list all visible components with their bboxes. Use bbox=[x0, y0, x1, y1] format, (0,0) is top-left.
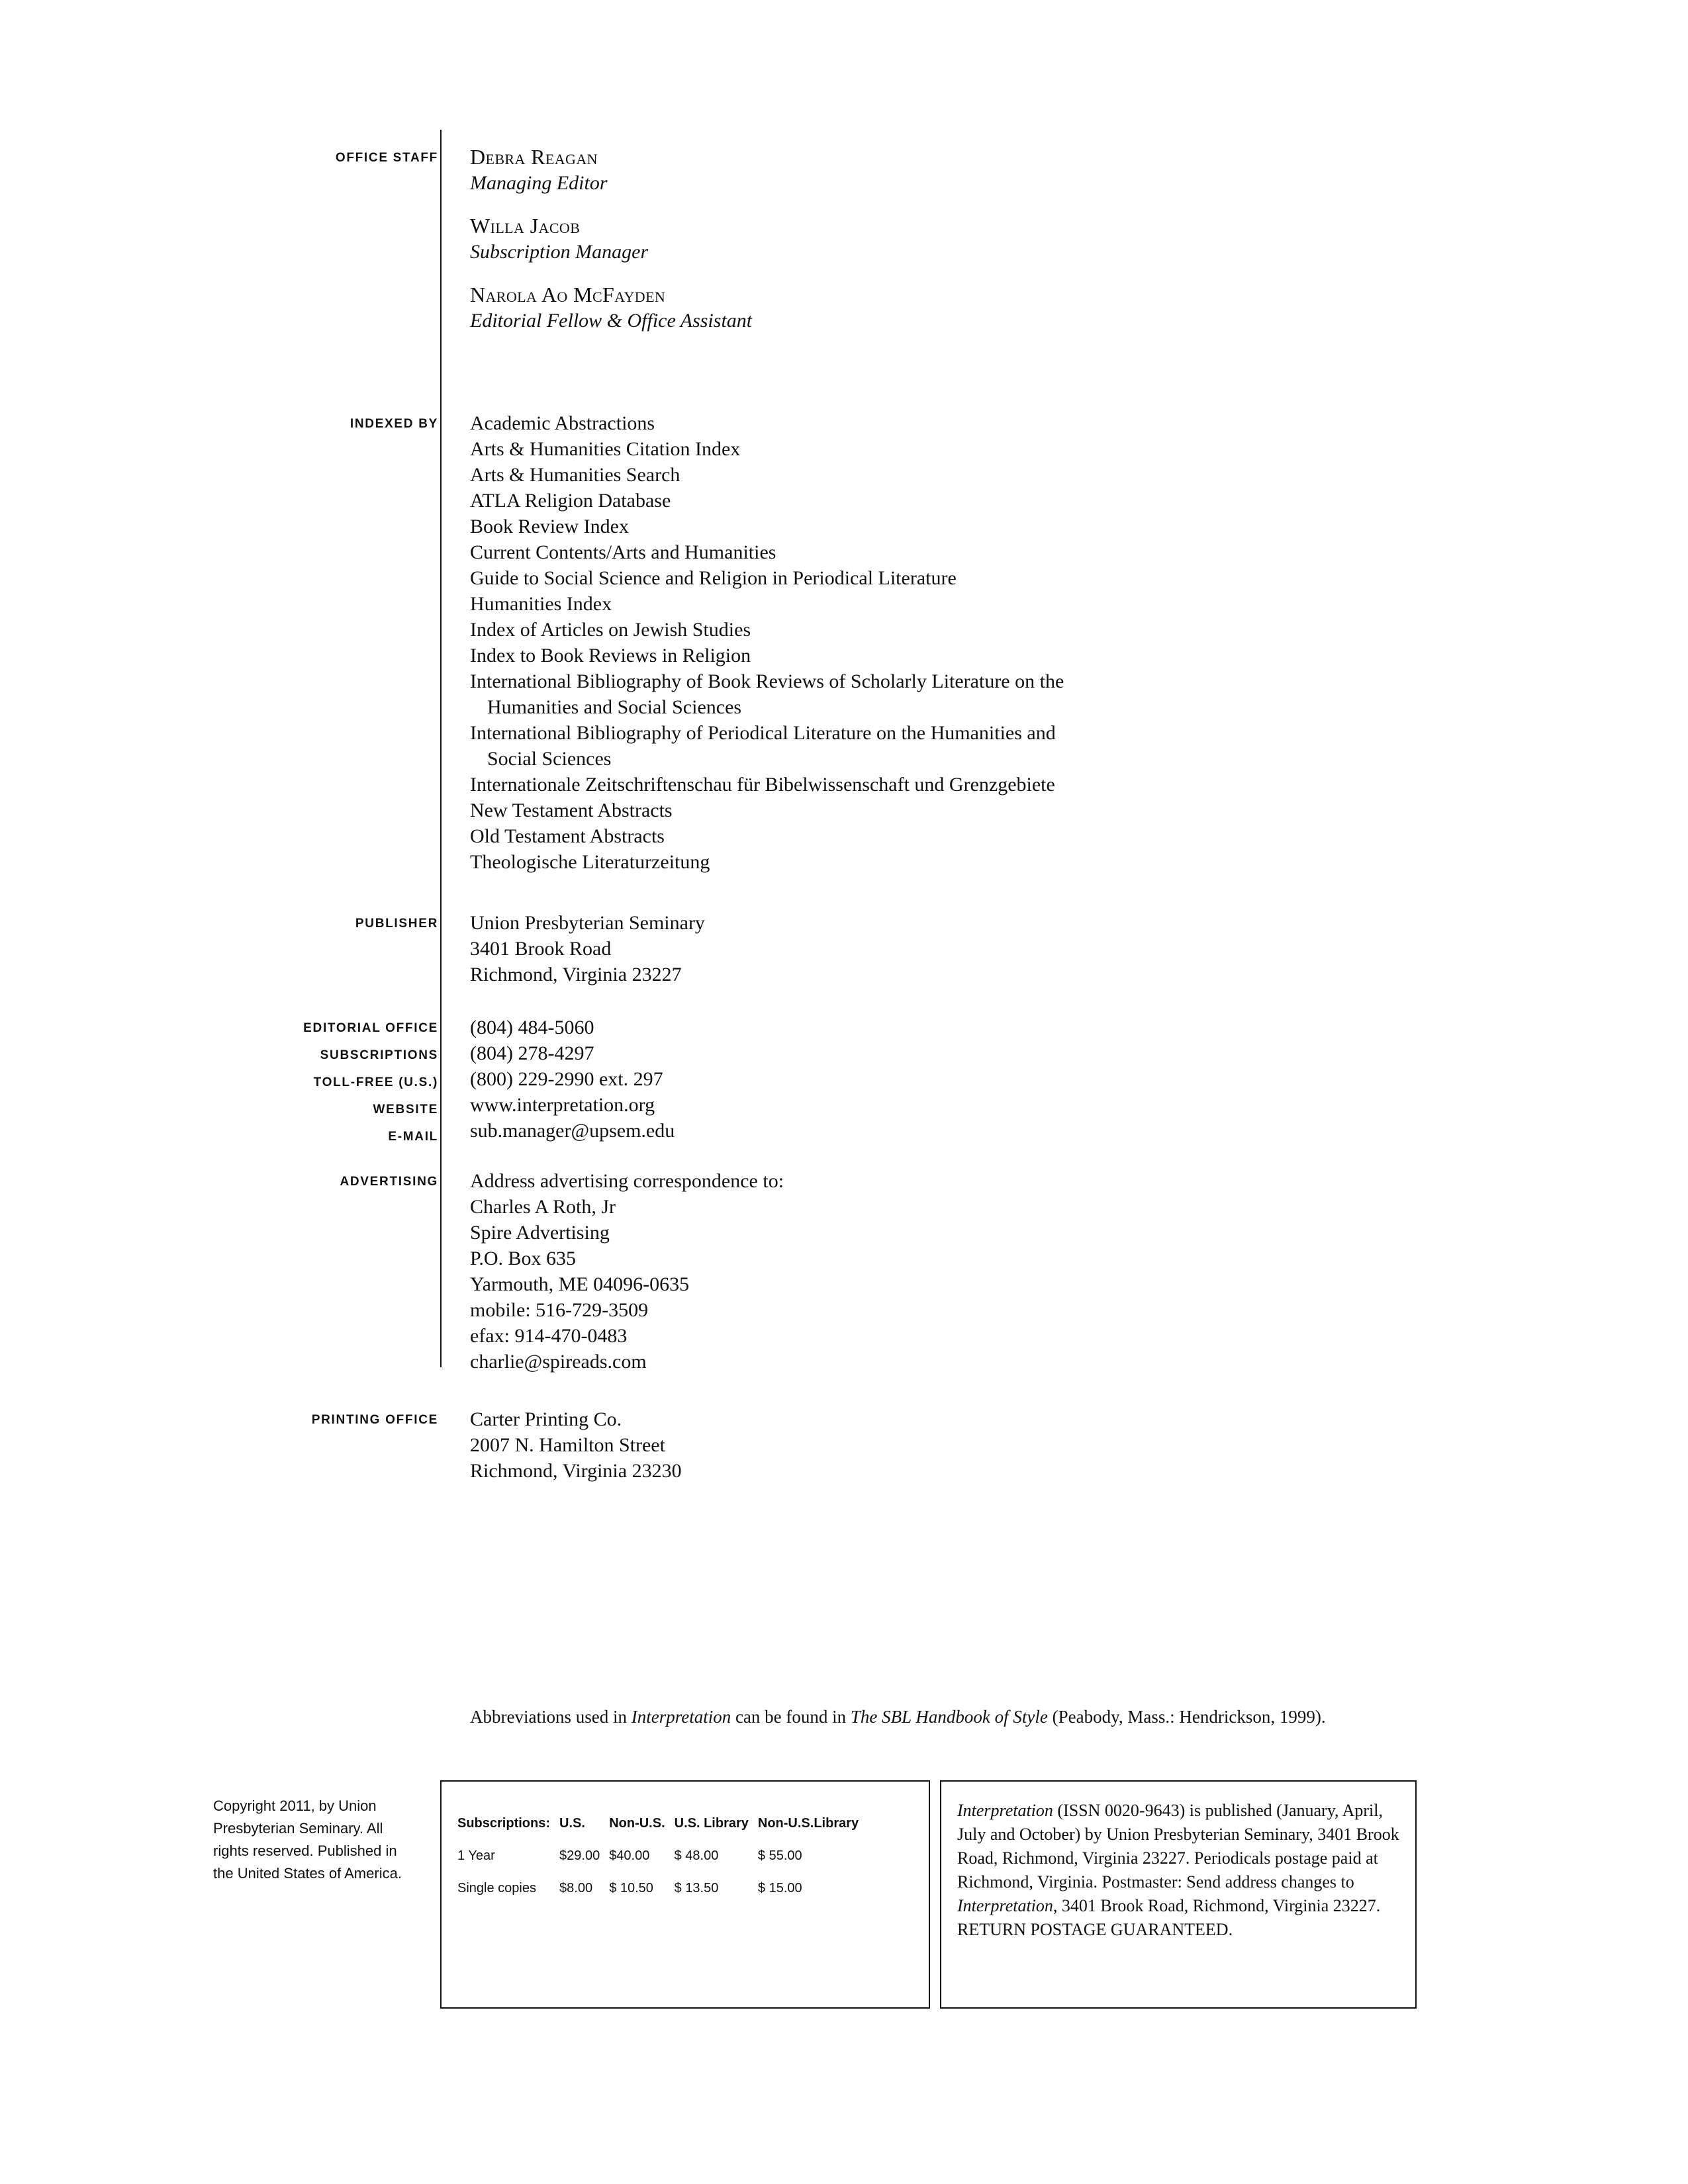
abbrev-handbook-title: The SBL Handbook of Style bbox=[850, 1707, 1048, 1727]
price-single-us: $8.00 bbox=[559, 1881, 593, 1895]
abbrev-journal-title: Interpretation bbox=[631, 1707, 731, 1727]
advertising-email[interactable]: charlie@spireads.com bbox=[470, 1351, 647, 1373]
advertising-line: Charles A Roth, Jr bbox=[470, 1196, 616, 1218]
email-address[interactable]: sub.manager@upsem.edu bbox=[470, 1120, 675, 1142]
index-entry: Index of Articles on Jewish Studies bbox=[470, 619, 751, 641]
abbrev-text-1: Abbreviations used in bbox=[470, 1707, 632, 1727]
printing-office-line: Carter Printing Co. bbox=[470, 1408, 622, 1430]
index-entry: Internationale Zeitschriftenschau für Bibelwissenschaft und Grenzgebiete bbox=[470, 774, 1055, 796]
index-entry: Humanities and Social Sciences bbox=[487, 696, 742, 718]
index-entry: Guide to Social Science and Religion in Periodical Literature bbox=[470, 567, 957, 589]
vertical-divider-rule bbox=[440, 130, 442, 1367]
index-entry: Arts & Humanities Search bbox=[470, 464, 680, 486]
indexed-by-block bbox=[470, 410, 1417, 875]
price-1year-us: $29.00 bbox=[559, 1848, 600, 1863]
publisher-line: Union Presbyterian Seminary bbox=[470, 912, 705, 934]
printing-office-line: Richmond, Virginia 23230 bbox=[470, 1460, 682, 1482]
index-entry: Current Contents/Arts and Humanities bbox=[470, 541, 776, 563]
advertising-line: mobile: 516-729-3509 bbox=[470, 1299, 649, 1321]
advertising-block bbox=[470, 1168, 1331, 1375]
index-entry: New Testament Abstracts bbox=[470, 799, 673, 821]
index-entry: ATLA Religion Database bbox=[470, 490, 671, 512]
office-staff-block bbox=[470, 144, 1423, 334]
staff-role: Editorial Fellow & Office Assistant bbox=[470, 310, 753, 332]
advertising-line: Spire Advertising bbox=[470, 1222, 610, 1244]
label-website: WEBSITE bbox=[373, 1103, 438, 1116]
label-subscriptions: SUBSCRIPTIONS bbox=[320, 1048, 438, 1062]
printing-office-line: 2007 N. Hamilton Street bbox=[470, 1434, 665, 1456]
label-toll-free: TOLL-FREE (U.S.) bbox=[313, 1075, 438, 1089]
abbreviations-note bbox=[470, 1704, 1417, 1729]
col-header-us: U.S. bbox=[559, 1816, 585, 1831]
price-single-non-us-library: $ 15.00 bbox=[757, 1881, 802, 1895]
label-indexed-by: INDEXED BY bbox=[350, 417, 438, 431]
contacts-block bbox=[470, 1015, 1264, 1144]
staff-role: Managing Editor bbox=[470, 172, 608, 194]
subscription-rates-table bbox=[457, 1816, 868, 1913]
price-single-non-us: $ 10.50 bbox=[609, 1881, 653, 1895]
editorial-office-phone: (804) 484-5060 bbox=[470, 1017, 594, 1038]
label-publisher: PUBLISHER bbox=[355, 917, 438, 931]
index-entry: Theologische Literaturzeitung bbox=[470, 851, 710, 873]
return-postage-notice: RETURN POSTAGE GUARANTEED. bbox=[957, 1920, 1233, 1939]
advertising-line: P.O. Box 635 bbox=[470, 1248, 577, 1269]
advertising-line: Yarmouth, ME 04096-0635 bbox=[470, 1273, 690, 1295]
index-entry: Academic Abstractions bbox=[470, 412, 655, 434]
price-1year-non-us-library: $ 55.00 bbox=[757, 1848, 802, 1863]
col-header-us-library: U.S. Library bbox=[674, 1816, 749, 1831]
staff-name: Willa Jacob bbox=[470, 214, 581, 238]
abbrev-text-3: (Peabody, Mass.: Hendrickson, 1999). bbox=[1047, 1707, 1326, 1727]
advertising-line: efax: 914-470-0483 bbox=[470, 1325, 628, 1347]
index-entry: Index to Book Reviews in Religion bbox=[470, 645, 751, 666]
publisher-block bbox=[470, 910, 1264, 987]
label-email: E-MAIL bbox=[388, 1130, 438, 1144]
label-printing-office: PRINTING OFFICE bbox=[311, 1413, 438, 1427]
issn-text-2: , 3401 Brook Road, Richmond, Virginia 23227. bbox=[1053, 1896, 1381, 1915]
publisher-line: 3401 Brook Road bbox=[470, 938, 612, 960]
label-editorial-office: EDITORIAL OFFICE bbox=[303, 1021, 438, 1035]
col-header-subscriptions: Subscriptions: bbox=[457, 1816, 551, 1831]
issn-text-1: (ISSN 0020-9643) is published (January, April, July and October) by Union Presbyterian Seminary, 3401 Brook Road, Richmond, Virginia 23227. Periodicals postage paid at Richmond, Virginia. Postmaster: Send address changes to bbox=[957, 1801, 1399, 1891]
col-header-non-us-library: Non-U.S.Library bbox=[757, 1816, 859, 1831]
label-advertising: ADVERTISING bbox=[340, 1175, 438, 1189]
printing-office-block bbox=[470, 1406, 1264, 1484]
issn-publication-box bbox=[940, 1780, 1417, 2009]
index-entry: Old Testament Abstracts bbox=[470, 825, 665, 847]
copyright-notice: Copyright 2011, by Union Presbyterian Seminary. All rights reserved. Published in the United States of America. bbox=[213, 1797, 402, 1882]
table-header-row bbox=[457, 1816, 868, 1848]
index-entry: Book Review Index bbox=[470, 516, 629, 537]
abbrev-text-2: can be found in bbox=[731, 1707, 851, 1727]
website-url[interactable]: www.interpretation.org bbox=[470, 1094, 655, 1116]
index-entry: International Bibliography of Book Reviews of Scholarly Literature on the bbox=[470, 670, 1064, 692]
table-row bbox=[457, 1848, 868, 1881]
subscription-rates-box bbox=[440, 1780, 930, 2009]
row-label-single-copies: Single copies bbox=[457, 1881, 536, 1895]
toll-free-phone: (800) 229-2990 ext. 297 bbox=[470, 1068, 663, 1090]
index-entry: Social Sciences bbox=[487, 748, 612, 770]
staff-name: Debra Reagan bbox=[470, 145, 598, 169]
issn-journal-title: Interpretation bbox=[957, 1801, 1053, 1820]
subscriptions-phone: (804) 278-4297 bbox=[470, 1042, 594, 1064]
index-entry: Arts & Humanities Citation Index bbox=[470, 438, 741, 460]
staff-role: Subscription Manager bbox=[470, 241, 649, 263]
staff-name: Narola Ao McFayden bbox=[470, 283, 666, 306]
row-label-1-year: 1 Year bbox=[457, 1848, 495, 1863]
label-office-staff: OFFICE STAFF bbox=[335, 151, 438, 165]
table-row bbox=[457, 1881, 868, 1913]
issn-journal-title-2: Interpretation bbox=[957, 1896, 1053, 1915]
index-entry: International Bibliography of Periodical Literature on the Humanities and bbox=[470, 722, 1056, 744]
price-1year-non-us: $40.00 bbox=[609, 1848, 650, 1863]
index-entry: Humanities Index bbox=[470, 593, 612, 615]
price-single-us-library: $ 13.50 bbox=[674, 1881, 719, 1895]
publisher-line: Richmond, Virginia 23227 bbox=[470, 964, 682, 985]
advertising-line: Address advertising correspondence to: bbox=[470, 1170, 784, 1192]
price-1year-us-library: $ 48.00 bbox=[674, 1848, 719, 1863]
col-header-non-us: Non-U.S. bbox=[609, 1816, 665, 1831]
